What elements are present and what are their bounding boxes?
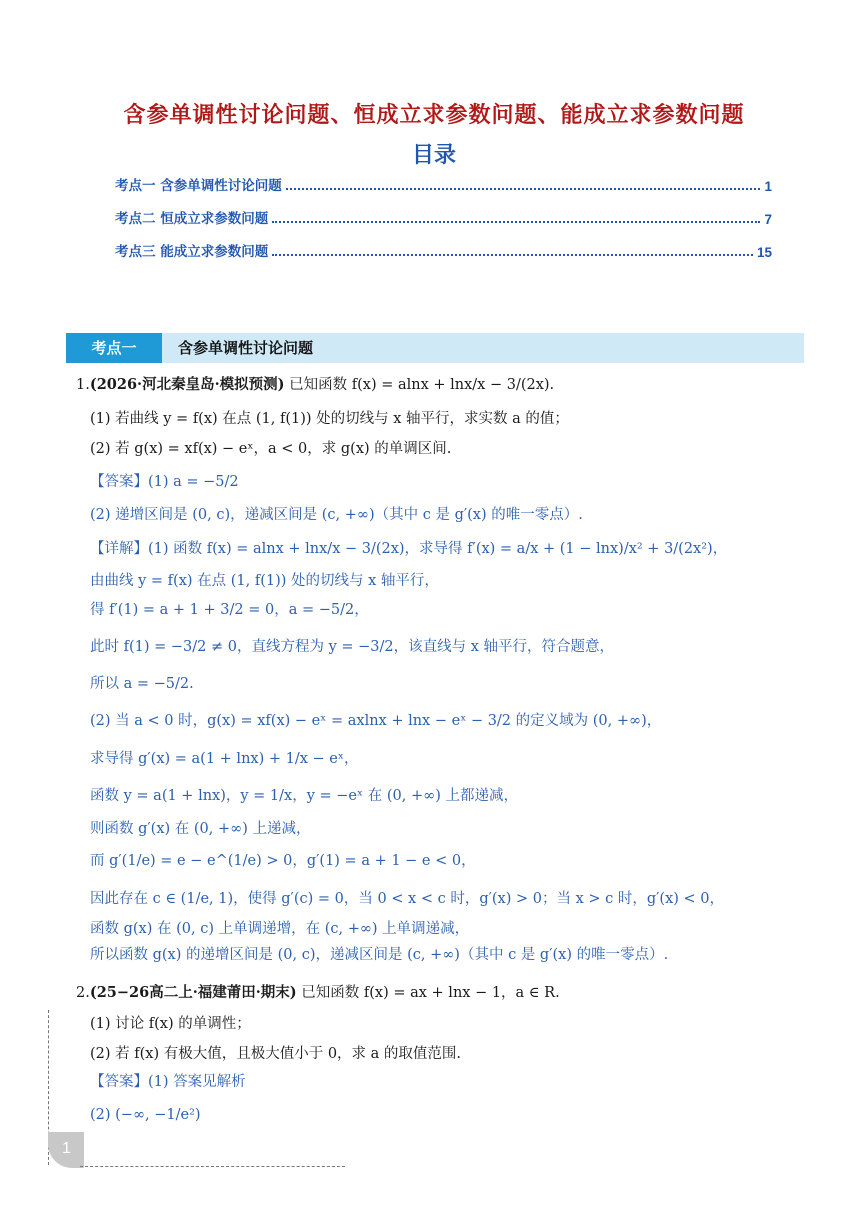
problem-stem: 已知函数 f(x) = ax + lnx − 1，a ∈ R.: [301, 985, 560, 1001]
toc-entry-label: 考点二 恒成立求参数问题: [115, 211, 269, 227]
solution-line: 此时 f(1) = −3/2 ≠ 0，直线方程为 y = −3/2，该直线与 x 轴平行，符合题意，: [90, 639, 615, 655]
solution-line: (2) 当 a < 0 时，g(x) = xf(x) − eˣ = axlnx + lnx − eˣ − 3/2 的定义域为 (0, +∞)，: [90, 713, 662, 729]
toc-entry-page: 7: [764, 212, 772, 227]
answer-line: (2) (−∞, −1/e²): [90, 1107, 201, 1123]
problem-part: (1) 讨论 f(x) 的单调性；: [90, 1016, 251, 1032]
solution-line: 函数 y = a(1 + lnx)，y = 1/x，y = −eˣ 在 (0, +∞) 上都递减，: [90, 788, 518, 804]
solution-line: 则函数 g′(x) 在 (0, +∞) 上递减，: [90, 821, 311, 837]
toc-entry-label: 考点三 能成立求参数问题: [115, 244, 269, 260]
toc-entry-page: 1: [764, 179, 772, 194]
solution-line: 得 f′(1) = a + 1 + 3/2 = 0，a = −5/2，: [90, 602, 369, 618]
page-number: 1: [62, 1140, 71, 1157]
toc-entry[interactable]: [115, 207, 772, 227]
solution-line: 函数 g(x) 在 (0, c) 上单调递增，在 (c, +∞) 上单调递减，: [90, 921, 470, 937]
problem-part: (2) 若 g(x) = xf(x) − eˣ，a < 0，求 g(x) 的单调区间.: [90, 441, 452, 457]
solution-line: 所以函数 g(x) 的递增区间是 (0, c)，递减区间是 (c, +∞)（其中 c 是 g′(x) 的唯一零点）.: [90, 947, 669, 963]
toc-leader-dots: [272, 254, 753, 256]
footer-dashed-line: [80, 1166, 345, 1167]
problem-number: 2.: [76, 985, 90, 1001]
solution-line: 所以 a = −5/2.: [90, 676, 194, 692]
problem-source: (2026·河北秦皇岛·模拟预测): [89, 376, 285, 393]
solution-line: 因此存在 c ∈ (1/e, 1)，使得 g′(c) = 0，当 0 < x < c 时，g′(x) > 0；当 x > c 时，g′(x) < 0，: [90, 891, 725, 907]
solution-line: 而 g′(1/e) = e − e^(1/e) > 0，g′(1) = a + 1 − e < 0，: [90, 853, 476, 869]
problem-2-heading: [76, 984, 560, 1002]
problem-source: (25−26高二上·福建莆田·期末): [89, 984, 297, 1001]
problem-part: (1) 若曲线 y = f(x) 在点 (1, f(1)) 处的切线与 x 轴平行，求实数 a 的值；: [90, 411, 569, 427]
toc-entry[interactable]: [115, 240, 772, 260]
problem-part: (2) 若 f(x) 有极大值，且极大值小于 0，求 a 的取值范围.: [90, 1046, 462, 1062]
problem-number: 1.: [76, 377, 90, 393]
answer-line: (2) 递增区间是 (0, c)，递减区间是 (c, +∞)（其中 c 是 g′(x) 的唯一零点）.: [90, 507, 583, 523]
answer-line: 【答案】(1) a = −5/2: [90, 474, 239, 490]
solution-line: 求导得 g′(x) = a(1 + lnx) + 1/x − eˣ，: [90, 751, 359, 767]
problem-1-heading: [76, 376, 554, 394]
section-title: 含参单调性讨论问题: [178, 339, 314, 357]
toc-entry[interactable]: [115, 174, 772, 194]
solution-line: 【详解】(1) 函数 f(x) = alnx + lnx/x − 3/(2x)，求导得 f′(x) = a/x + (1 − lnx)/x² + 3/(2x²)，: [90, 541, 728, 557]
section-header-bar: [66, 333, 804, 363]
document-title: 含参单调性讨论问题、恒成立求参数问题、能成立求参数问题: [123, 102, 745, 128]
section-tag: 考点一: [66, 333, 162, 363]
solution-line: 由曲线 y = f(x) 在点 (1, f(1)) 处的切线与 x 轴平行，: [90, 573, 439, 589]
problem-stem: 已知函数 f(x) = alnx + lnx/x − 3/(2x).: [289, 377, 555, 393]
toc-leader-dots: [286, 188, 761, 190]
toc-entry-page: 15: [756, 245, 772, 260]
toc-leader-dots: [272, 221, 760, 223]
answer-line: 【答案】(1) 答案见解析: [90, 1074, 246, 1090]
toc-entry-label: 考点一 含参单调性讨论问题: [115, 178, 282, 194]
toc-heading: 目录: [411, 142, 456, 168]
